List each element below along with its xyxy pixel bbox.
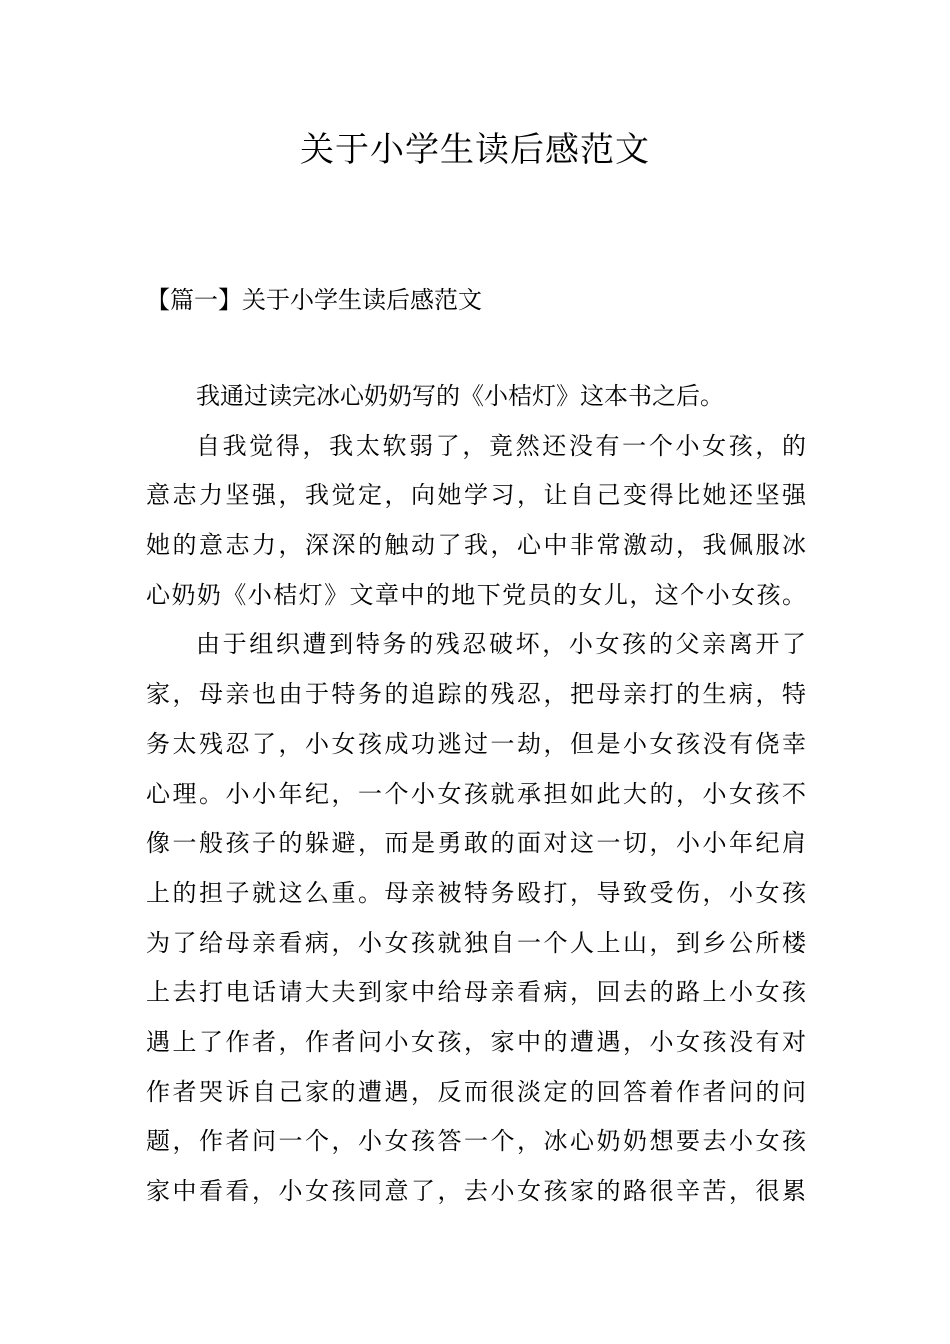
text-line: 务太残忍了，小女孩成功逃过一劫，但是小女孩没有侥幸 [146, 729, 806, 758]
section-heading: 【篇一】关于小学生读后感范文 [146, 286, 482, 314]
text-line: 上去打电话请大夫到家中给母亲看病，回去的路上小女孩 [146, 978, 806, 1007]
text-line: 意志力坚强，我觉定，向她学习，让自己变得比她还坚强 [146, 481, 806, 510]
document-title: 关于小学生读后感范文 [300, 130, 650, 170]
text-line: 为了给母亲看病，小女孩就独自一个人上山，到乡公所楼 [146, 928, 806, 957]
text-line: 家中看看，小女孩同意了，去小女孩家的路很辛苦，很累 [146, 1177, 806, 1205]
text-line: 心理。小小年纪，一个小女孩就承担如此大的，小女孩不 [146, 779, 806, 808]
text-line: 她的意志力，深深的触动了我，心中非常激动，我佩服冰 [146, 531, 806, 560]
text-line: 由于组织遭到特务的残忍破坏，小女孩的父亲离开了 [196, 630, 806, 659]
text-line: 作者哭诉自己家的遭遇，反而很淡定的回答着作者问的问 [146, 1077, 806, 1106]
text-line: 题，作者问一个，小女孩答一个，冰心奶奶想要去小女孩 [146, 1127, 806, 1156]
text-line: 遇上了作者，作者问小女孩，家中的遭遇，小女孩没有对 [146, 1027, 806, 1056]
text-line: 家，母亲也由于特务的追踪的残忍，把母亲打的生病，特 [146, 680, 806, 709]
text-line: 心奶奶《小桔灯》文章中的地下党员的女儿，这个小女孩。 [146, 580, 806, 609]
text-line: 像一般孩子的躲避，而是勇敢的面对这一切，小小年纪肩 [146, 829, 806, 858]
text-line: 我通过读完冰心奶奶写的《小桔灯》这本书之后。 [196, 382, 724, 410]
body-text [146, 372, 806, 1217]
text-line: 自我觉得，我太软弱了，竟然还没有一个小女孩，的 [196, 431, 806, 460]
text-line: 上的担子就这么重。母亲被特务殴打，导致受伤，小女孩 [146, 878, 806, 907]
